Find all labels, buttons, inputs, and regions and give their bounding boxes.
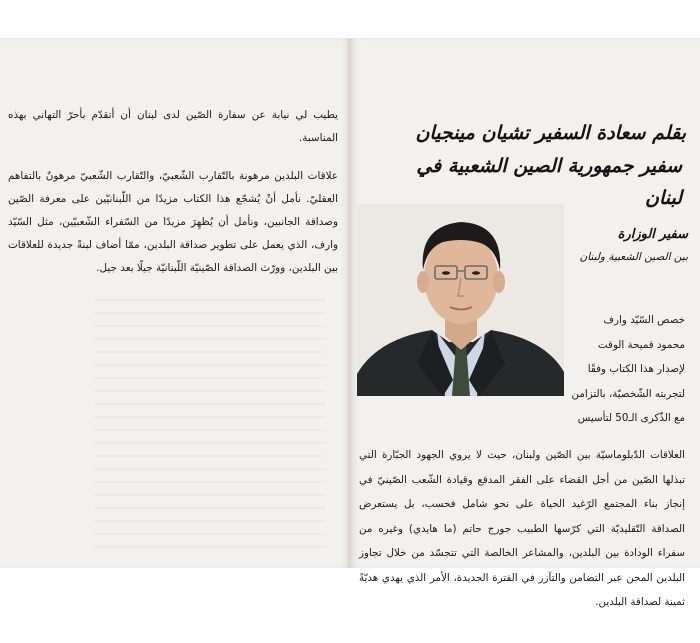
author-title xyxy=(568,222,688,266)
heading-line: سفير جمهورية الصين الشعبية في لبنان xyxy=(416,155,682,209)
text-line: مع الذّكرى الـ50 لتأسيس xyxy=(577,412,685,424)
left-page xyxy=(0,38,349,568)
paragraph: علاقات البلدين مرهونة بالتّقارب الشّعبيّ، والتّقارب الشّعبيّ مرهونٌ بالتفاهم العقليّ. نأمل أنْ يُشجّع هذا الكتاب مزيدًا من اللّبنانيّين على معرفة الصّين وصداقة الجانبين، ونأمل أن يُظهِرَ مزيدًا من السّفراء الشّعبيّين، مثل السّيّد وارف، الذي يعمل على تطوير صداقة البلدين، ممّا أضاف لبنةً جديدة للعلاقات بين البلدين، وورّث الصداقة الصّينيّة اللّبنانيّة جيلًا بعد جيل. xyxy=(8,170,338,274)
text-line: لإصدار هذا الكتاب وفقًا xyxy=(587,363,685,375)
text-line: لتجربته الشّخصيّة، بالتزامن xyxy=(571,387,685,400)
ambassador-portrait xyxy=(357,204,564,396)
title-line: بين الصين الشعبية ولبنان xyxy=(579,251,688,263)
left-page-body xyxy=(8,104,338,295)
paragraph: يطيب لي نيابة عن سفارة الصّين لدى لبنان أن أتقدّم بأحرّ التهاني بهذه المناسبة. xyxy=(8,109,338,144)
portrait-illustration xyxy=(357,204,564,396)
title-line: سفير الوزارة xyxy=(617,227,688,242)
text-line: خصص السّيّد وارف xyxy=(603,314,685,326)
paragraph: العلاقات الدّبلوماسيّة بين الصّين ولبنان، حيث لا يروي الجهود الجبّارة التي تبذلها الصّين من أجل القضاء على الفقر المدقع وقيادة الشّعب الصّينيّ في إنجاز بناء المجتمع الرّغيد الحياة على نحو شامل فحسب، بل يستعرض الصداقة التّقليديّة التي كرّسها الطبيب جورج حاتم (ما هايدي) وغيره من سفراء الودادة بين البلدين، والمشاعر الخالصة التي تتجسّد من خلال تجاوز البلدين المحن عبر التضامن والتآزر في الفترة الجديدة، الأمر الذي يهدي هديّةً ثمينة لصداقة البلدين. xyxy=(359,449,685,608)
bleed-through-texture xyxy=(95,288,325,548)
heading-line: بقلم سعادة السفير تشيان مينجيان xyxy=(415,122,686,144)
right-page-body xyxy=(359,443,685,615)
author-heading xyxy=(386,116,686,214)
text-line: محمود قميحة الوقت xyxy=(597,338,685,351)
right-page-intro xyxy=(567,308,685,431)
